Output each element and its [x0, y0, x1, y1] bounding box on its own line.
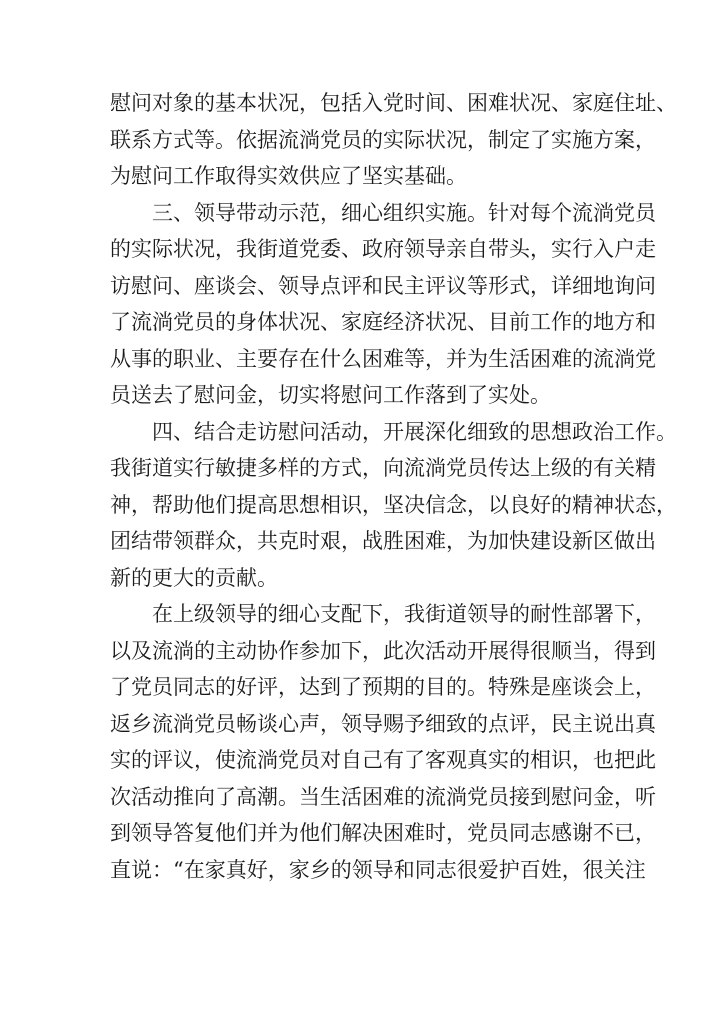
paragraph-summary-start: 在上级领导的细心支配下，我街道领导的耐性部署下，: [152, 602, 656, 626]
text-line: 慰问对象的基本状况，包括入党时间、困难状况、家庭住址、: [110, 91, 677, 115]
text-line: 次活动推向了高潮。当生活困难的流淌党员接到慰问金，听: [110, 784, 656, 809]
text-line: 实的评议，使流淌党员对自己有了客观真实的相识，也把此: [110, 748, 656, 772]
text-line: 我街道实行敏捷多样的方式，向流淌党员传达上级的有关精: [110, 456, 656, 480]
text-line: 以及流淌的主动协作参加下，此次活动开展得很顺当，得到: [110, 638, 656, 663]
text-line: 的实际状况，我街道党委、政府领导亲自带头，实行入户走: [110, 237, 656, 261]
text-line: 返乡流淌党员畅谈心声，领导赐予细致的点评，民主说出真: [110, 711, 656, 736]
text-line: 直说：“在家真好，家乡的领导和同志很爱护百姓，很关注: [110, 857, 646, 882]
text-line: 联系方式等。依据流淌党员的实际状况，制定了实施方案，: [110, 127, 656, 152]
text-line: 了党员同志的好评，达到了预期的目的。特殊是座谈会上，: [110, 675, 656, 699]
paragraph-3-start: 三、领导带动示范，细心组织实施。针对每个流淌党员: [152, 200, 656, 225]
text-line: 神，帮助他们提高思想相识，坚决信念，以良好的精神状态，: [110, 492, 677, 517]
text-line: 员送去了慰问金，切实将慰问工作落到了实处。: [110, 383, 551, 407]
body-text: [110, 85, 677, 888]
text-line: 从事的职业、主要存在什么困难等，并为生活困难的流淌党: [110, 346, 656, 371]
text-line: 访慰问、座谈会、领导点评和民主评议等形式，详细地询问: [110, 273, 656, 298]
paragraph-4-start: 四、结合走访慰问活动，开展深化细致的思想政治工作。: [152, 419, 677, 444]
text-line: 新的更大的贡献。: [110, 565, 278, 590]
text-line: 到领导答复他们并为他们解决困难时，党员同志感谢不已，: [110, 821, 656, 845]
text-line: 团结带领群众，共克时艰，战胜困难，为加快建设新区做出: [110, 529, 656, 553]
text-line: 了流淌党员的身体状况、家庭经济状况、目前工作的地方和: [110, 310, 656, 334]
text-line: 为慰问工作取得实效供应了坚实基础。: [110, 164, 467, 188]
